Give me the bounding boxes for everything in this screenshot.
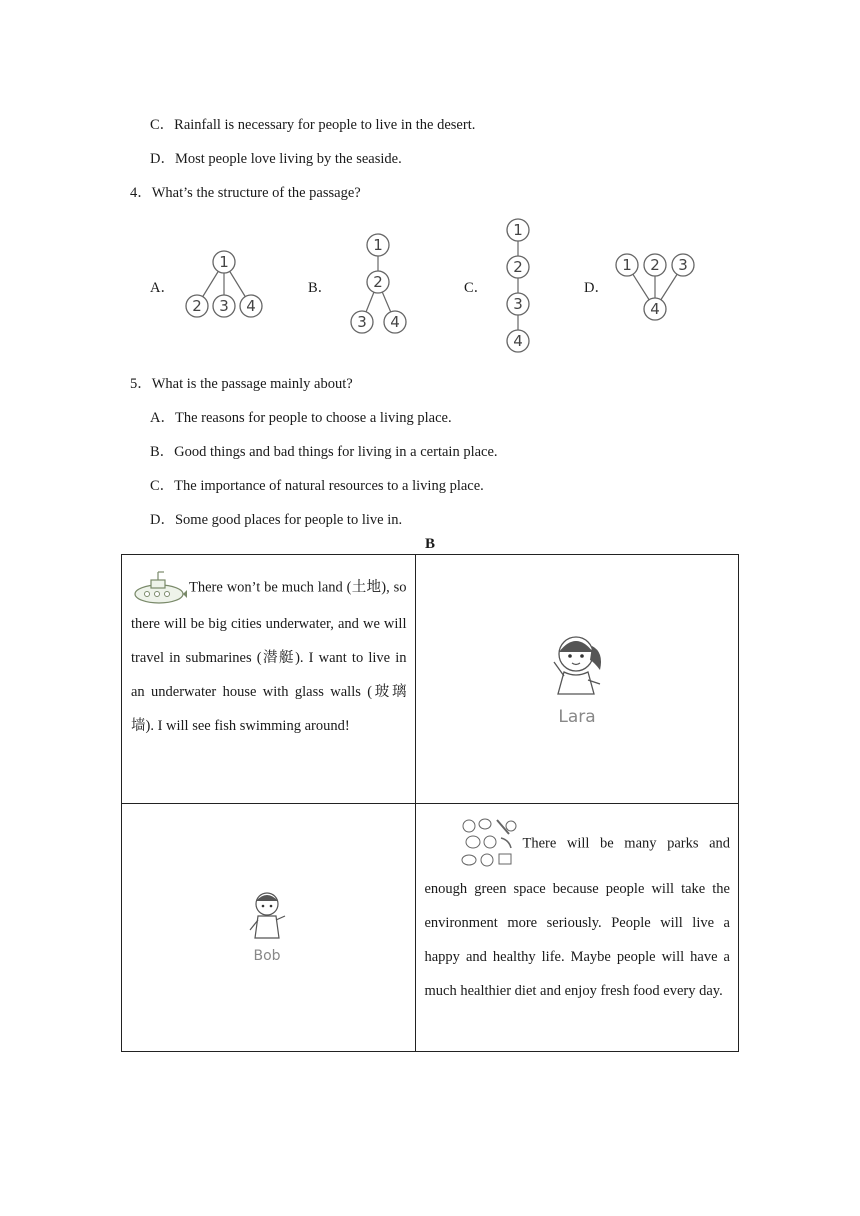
q3-option-c — [150, 113, 475, 134]
node-label: 2 — [192, 297, 202, 315]
healthy-food-paragraph: There will be many parks and enough green space because people will take the environment more seriously. People will live a happy and healthy life. Maybe people will have a much healthier diet and enjoy fresh food every day. — [424, 835, 730, 999]
option-letter: D． — [150, 512, 175, 528]
q3-option-d — [150, 147, 402, 168]
section-b-title: B — [424, 536, 435, 552]
node-label: 1 — [513, 221, 523, 239]
cell-lara-picture — [415, 555, 739, 804]
structure-diagram-a — [180, 248, 270, 324]
node-label: 4 — [513, 332, 523, 350]
bob-name: Bob — [253, 947, 281, 964]
cell-healthy-food-text — [415, 804, 739, 1052]
submarine-paragraph: There won’t be much land (土地), so there will be big cities underwater, and we will travel in submarines (潜艇). I want to live in an underwater house with glass walls (玻璃墙). I will see fish swimming around! — [131, 579, 407, 734]
q4-option-d-label: D． — [584, 280, 609, 296]
q4-option-c-label: C． — [464, 280, 489, 296]
q5-stem — [130, 372, 353, 393]
option-letter: C． — [150, 117, 175, 133]
q4-stem — [130, 181, 361, 202]
option-letter: C． — [150, 478, 175, 494]
q5-option-a — [150, 406, 452, 427]
node-label: 2 — [373, 273, 383, 291]
section-b-table — [121, 554, 739, 1052]
structure-diagram-d — [612, 252, 700, 326]
option-letter: D． — [150, 151, 175, 167]
q5-option-c — [150, 474, 484, 495]
node-label: 3 — [219, 297, 229, 315]
structure-diagram-c — [504, 218, 534, 358]
option-letter: A． — [150, 410, 175, 426]
cell-submarine-text — [122, 555, 416, 804]
option-text: Rainfall is necessary for people to live in the desert. — [174, 117, 476, 133]
option-text: Good things and bad things for living in a certain place. — [174, 444, 498, 460]
node-label: 4 — [390, 313, 400, 331]
node-label: 3 — [678, 256, 688, 274]
option-text: The importance of natural resources to a living place. — [174, 478, 484, 494]
q5-option-d — [150, 508, 402, 529]
node-label: 2 — [513, 258, 523, 276]
question-number: 5． — [130, 376, 152, 392]
node-label: 1 — [622, 256, 632, 274]
q5-option-b — [150, 440, 498, 461]
option-letter: B． — [150, 444, 175, 460]
question-text: What’s the structure of the passage? — [151, 185, 361, 201]
vegetables-icon — [459, 816, 521, 872]
q4-option-a-label: A． — [150, 280, 175, 296]
lara-name: Lara — [558, 707, 596, 727]
node-label: 1 — [219, 253, 229, 271]
option-text: Most people love living by the seaside. — [174, 151, 402, 167]
q4-option-b-label: B． — [308, 280, 333, 296]
node-label: 1 — [373, 236, 383, 254]
question-number: 4． — [130, 185, 152, 201]
question-text: What is the passage mainly about? — [151, 376, 353, 392]
lara-illustration — [532, 624, 622, 734]
option-text: The reasons for people to choose a living place. — [174, 410, 452, 426]
cell-bob-picture — [122, 804, 416, 1052]
node-label: 3 — [513, 295, 523, 313]
node-label: 2 — [650, 256, 660, 274]
option-text: Some good places for people to live in. — [174, 512, 403, 528]
structure-diagram-b — [344, 232, 414, 338]
submarine-icon — [131, 569, 187, 607]
bob-illustration — [233, 886, 303, 970]
node-label: 4 — [650, 300, 660, 318]
node-label: 3 — [357, 313, 367, 331]
node-label: 4 — [246, 297, 256, 315]
